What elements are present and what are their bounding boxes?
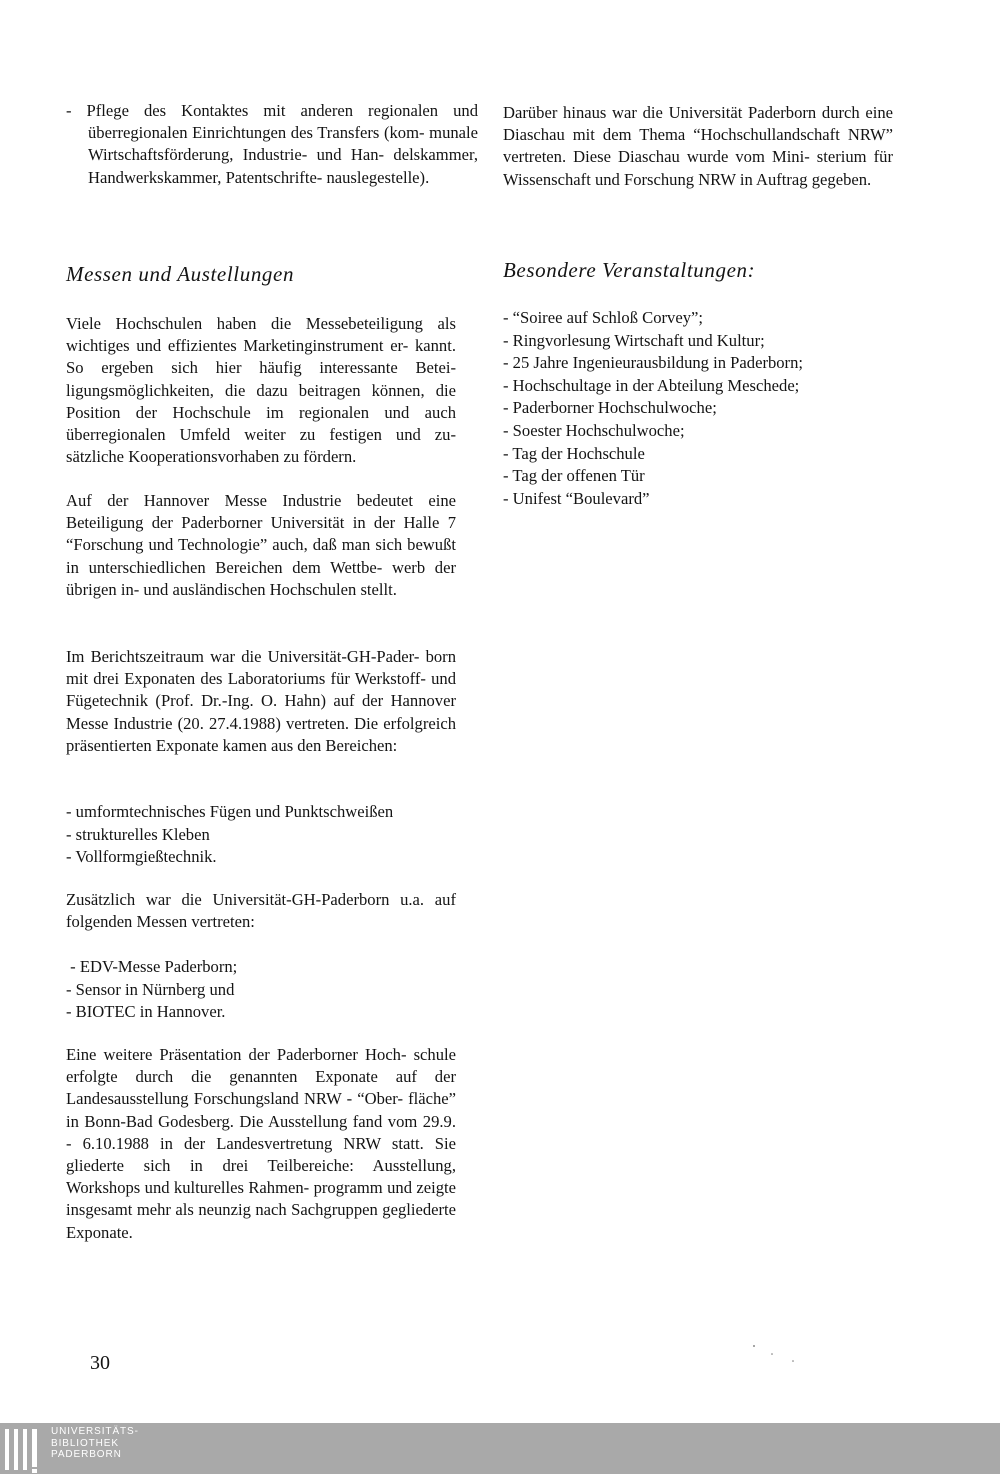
list-item: - strukturelles Kleben (66, 824, 210, 844)
page-number: 30 (90, 1352, 110, 1374)
fair-list (66, 956, 237, 1024)
list-item: - “Soiree auf Schloß Corvey”; (503, 308, 703, 327)
paragraph-landesausstellung: Eine weitere Präsentation der Paderborner Hoch- schule erfolgte durch die genannten Exponate auf der Landesausstellung Forschungsland NRW - “Ober- fläche” in Bonn-Bad Godesberg. Die Ausstellung fand vom 29.9. - 6.10.1988 in der Landesvertretung NRW statt. Sie gliederte sich in drei Teilbereiche: Ausstellung, Workshops und kulturelles Rahmen- programm und zeigte insgesamt mehr als neunzig nach Sachgruppen gegliederte Exponate. (66, 1045, 456, 1242)
list-item: - Vollformgießtechnik. (66, 847, 217, 867)
paragraph-hannover-messe: Auf der Hannover Messe Industrie bedeutet eine Beteiligung der Paderborner Universität in der Halle 7 “Forschung und Technologie” auch, daß man sich bewußt in unterschiedlichen Bereichen dem Wettbe- werb der übrigen in- und ausländischen Hochschulen stellt. (66, 491, 456, 599)
list-item: - BIOTEC in Hannover. (66, 1002, 226, 1022)
events-list (503, 307, 803, 510)
intro-paragraph: - Pflege des Kontaktes mit anderen regionalen und überregionalen Einrichtungen des Transfers (kom- munale Wirtschaftsförderung, Industrie- und Han- delskammer, Handwerkskammer, Patentschrifte- nauslegestelle). (66, 101, 478, 187)
list-item: - Unifest “Boulevard” (503, 488, 650, 508)
list-item: - Tag der offenen Tür (503, 466, 645, 486)
library-name-line: BIBLIOTHEK (51, 1437, 119, 1449)
list-item: - Hochschultage in der Abteilung Meschede; (503, 375, 800, 395)
library-logo-icon (2, 1427, 46, 1474)
paragraph-zusaetzlich: Zusätzlich war die Universität-GH-Paderborn u.a. auf folgenden Messen vertreten: (66, 890, 456, 932)
library-name (51, 1426, 139, 1461)
paragraph-messebeteiligung: Viele Hochschulen haben die Messebeteiligung als wichtiges und effizientes Marketinginstrument er- kannt. So ergeben sich hier häufig interessante Betei- ligungsmöglichkeiten, die dazu beitragen können, die Position der Hochschule im regionalen und auch überregionalen Umfeld weiter zu festigen und zu- sätzliche Kooperationsvorhaben zu fördern. (66, 314, 456, 467)
scan-specks (750, 1338, 810, 1368)
list-item: - EDV-Messe Paderborn; (66, 957, 238, 976)
list-item: - 25 Jahre Ingenieurausbildung in Paderborn; (503, 353, 803, 373)
paragraph-berichtszeitraum: Im Berichtszeitraum war die Universität-GH-Pader- born mit drei Exponaten des Laboratoriums für Werkstoff- und Fügetechnik (Prof. Dr.-Ing. O. Hahn) auf der Hannover Messe Industrie (20. 27.4.1988) vertreten. Die erfolgreich präsentierten Exponate kamen aus den Bereichen: (66, 647, 456, 755)
library-name-line: PADERBORN (51, 1449, 122, 1460)
list-item: - Paderborner Hochschulwoche; (503, 398, 717, 418)
list-item: - Soester Hochschulwoche; (503, 420, 685, 440)
list-item: - Sensor in Nürnberg und (66, 979, 235, 999)
exhibit-list (66, 801, 393, 869)
library-name-line: UNIVERSITÄTS- (51, 1426, 139, 1437)
list-item: - umformtechnisches Fügen und Punktschweißen (66, 802, 394, 821)
heading-messen: Messen und Austellungen (66, 262, 295, 286)
list-item: - Ringvorlesung Wirtschaft und Kultur; (503, 330, 765, 350)
heading-veranstaltungen: Besondere Veranstaltungen: (503, 258, 756, 282)
list-item: - Tag der Hochschule (503, 443, 645, 463)
library-footer-bar (0, 1423, 1000, 1474)
paragraph-diaschau: Darüber hinaus war die Universität Paderborn durch eine Diaschau mit dem Thema “Hochschullandschaft NRW” vertreten. Diese Diaschau wurde vom Mini- sterium für Wissenschaft und Forschung NRW in Auftrag gegeben. (503, 103, 893, 189)
